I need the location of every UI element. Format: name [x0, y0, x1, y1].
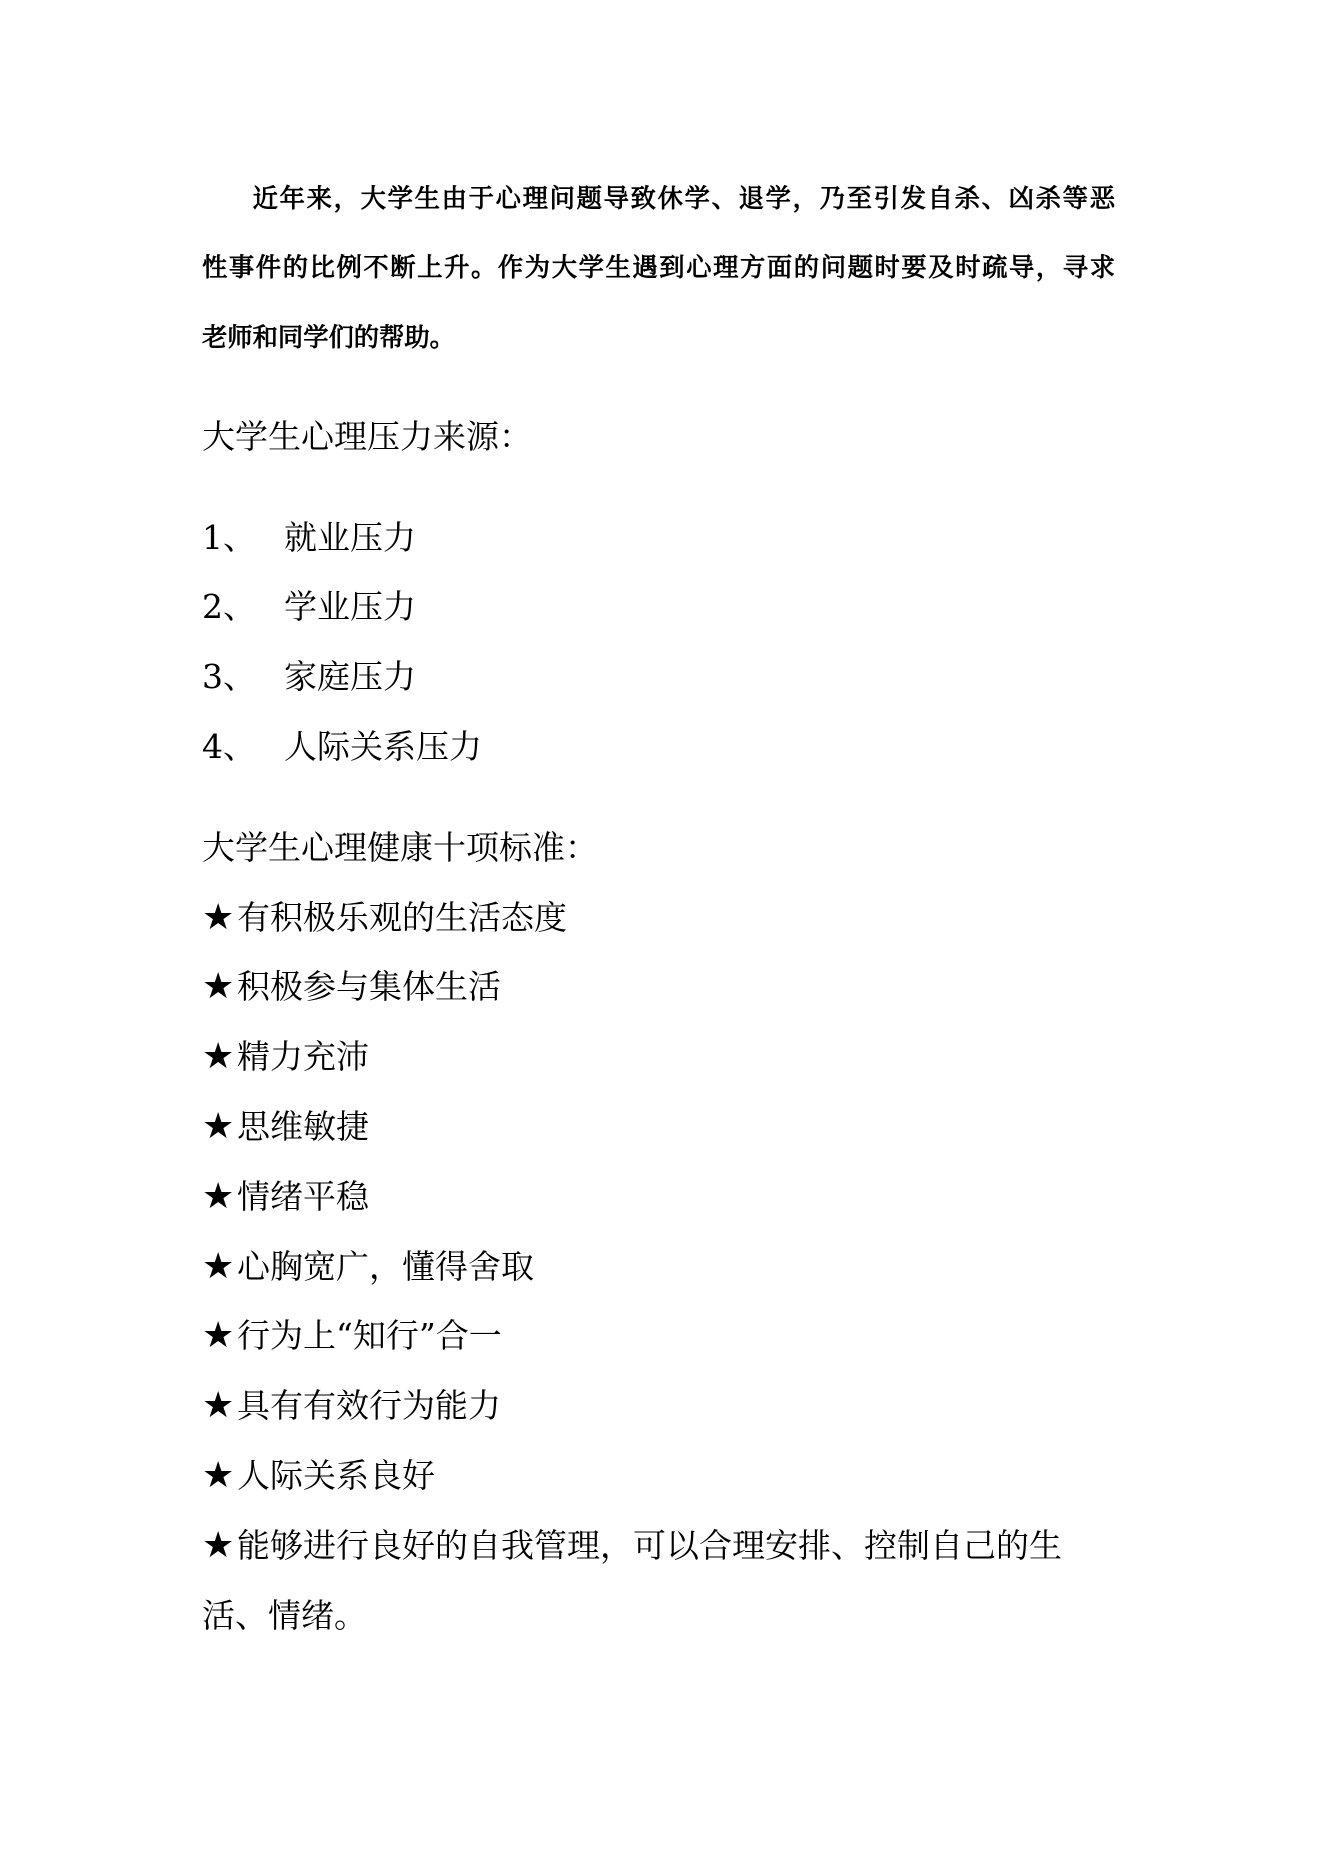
health-standard-item	[202, 952, 1115, 1022]
pressure-source-item	[202, 503, 1115, 573]
health-standard-text: 具有有效行为能力	[237, 1386, 501, 1426]
health-standard-text: 心胸宽广，懂得舍取	[237, 1246, 534, 1286]
health-standard-text: 行为上“知行”合一	[237, 1316, 502, 1356]
health-standard-item	[202, 883, 1115, 953]
health-standard-text: 活、情绪。	[202, 1595, 367, 1635]
pressure-source-item	[202, 712, 1115, 782]
health-standard-line	[202, 1511, 1115, 1581]
list-item-label: 学业压力	[284, 587, 416, 627]
list-item-label: 就业压力	[284, 517, 416, 557]
document-body	[202, 164, 1115, 1651]
health-standard-item	[202, 1092, 1115, 1162]
list-item-label: 人际关系压力	[284, 727, 482, 767]
list-number: 4、	[202, 727, 256, 767]
star-bullet-icon: ★	[202, 1245, 235, 1287]
health-standard-item	[202, 1162, 1115, 1232]
health-standard-item	[202, 1301, 1115, 1371]
health-standard-line	[202, 1581, 1115, 1651]
health-standard-item	[202, 1441, 1115, 1511]
health-standard-text: 有积极乐观的生活态度	[237, 897, 567, 937]
star-bullet-icon: ★	[202, 1315, 235, 1357]
health-standards-list	[202, 883, 1115, 1651]
intro-line: 性事件的比例不断上升。作为大学生遇到心理方面的问题时要及时疏导，寻求	[202, 253, 1115, 283]
health-standard-item	[202, 1232, 1115, 1302]
health-standard-item	[202, 1511, 1115, 1651]
star-bullet-icon: ★	[202, 1385, 235, 1427]
star-bullet-icon: ★	[202, 1175, 235, 1217]
health-standard-text: 人际关系良好	[237, 1456, 435, 1496]
health-standard-item	[202, 1371, 1115, 1441]
health-standard-text: 思维敏捷	[237, 1107, 369, 1147]
health-standard-item	[202, 1022, 1115, 1092]
list-item-label: 家庭压力	[284, 657, 416, 697]
star-bullet-icon: ★	[202, 1524, 235, 1566]
health-standards-heading: 大学生心理健康十项标准：	[202, 827, 598, 867]
star-bullet-icon: ★	[202, 966, 235, 1008]
list-number: 3、	[202, 657, 256, 697]
star-bullet-icon: ★	[202, 1036, 235, 1078]
intro-line: 老师和同学们的帮助。	[202, 323, 455, 353]
star-bullet-icon: ★	[202, 1455, 235, 1497]
star-bullet-icon: ★	[202, 1106, 235, 1148]
health-standard-text: 能够进行良好的自我管理，可以合理安排、控制自己的生	[237, 1525, 1062, 1565]
health-standard-text: 情绪平稳	[237, 1176, 369, 1216]
pressure-sources-list	[202, 503, 1115, 782]
star-bullet-icon: ★	[202, 896, 235, 938]
list-number: 1、	[202, 517, 256, 557]
list-number: 2、	[202, 587, 256, 627]
pressure-sources-heading: 大学生心理压力来源：	[202, 416, 532, 456]
pressure-source-item	[202, 642, 1115, 712]
pressure-source-item	[202, 572, 1115, 642]
intro-paragraph	[202, 164, 1115, 373]
intro-line: 近年来，大学生由于心理问题导致休学、退学，乃至引发自杀、凶杀等恶	[252, 183, 1115, 213]
health-standard-text: 精力充沛	[237, 1037, 369, 1077]
health-standard-text: 积极参与集体生活	[237, 967, 501, 1007]
